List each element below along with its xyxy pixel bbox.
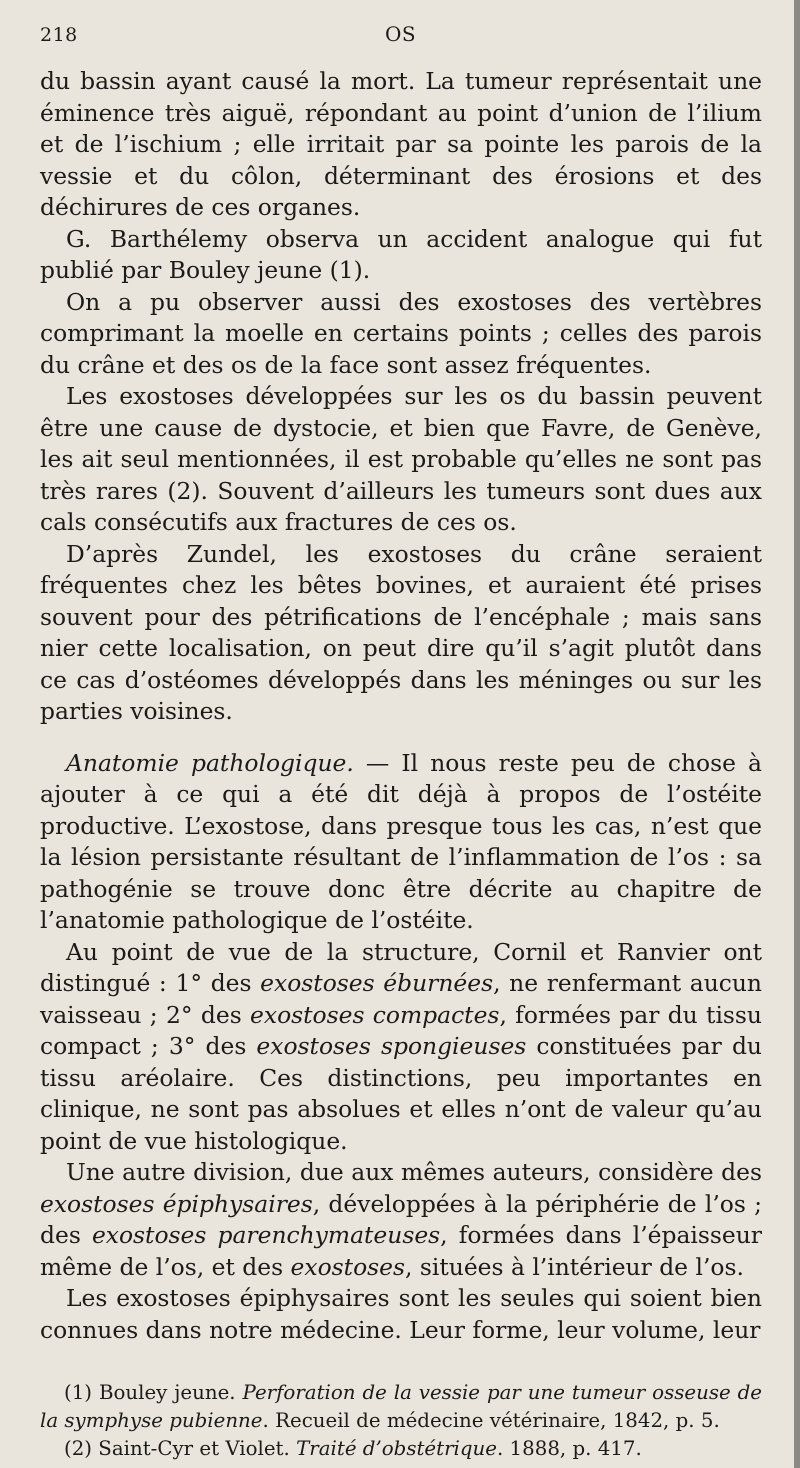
text-run: du bassin ayant causé la mort. La tumeur représentait une éminence très aiguë, répondant au point d’union de l’ilium et de l’ischium ; elle irritait par sa pointe les parois de la vessie et du côlon, déterminant des érosions et des déchirures de ces organes. bbox=[40, 67, 762, 221]
italic-text: exostoses compactes bbox=[250, 1000, 500, 1029]
italic-text: exostoses éburnées bbox=[260, 969, 494, 997]
text-run: Une autre division, due aux mêmes auteurs, considère des bbox=[66, 1158, 762, 1186]
text-run: . Recueil de médecine vétérinaire, 1842, p. 5. bbox=[262, 1409, 720, 1432]
page-header bbox=[40, 22, 762, 66]
paragraph bbox=[40, 1283, 762, 1346]
text-run: On a pu observer aussi des exostoses des vertèbres comprimant la moelle en certains points ; celles des parois du crâne et des os de la face sont assez fréquentes. bbox=[40, 287, 762, 379]
text-run: Les exostoses développées sur les os du bassin peuvent être une cause de dystocie, et bien que Favre, de Genève, les ait seul mentionnées, il est probable qu’elles ne sont pas très rares (2). Souvent d’ailleurs les tumeurs sont dues aux cals consécutifs aux fractures de ces os. bbox=[40, 382, 762, 536]
text-run: (2) Saint-Cyr et Violet. bbox=[64, 1437, 297, 1460]
italic-text: exostoses parenchymateuses bbox=[91, 1221, 441, 1249]
paragraph bbox=[40, 748, 762, 937]
text-run: Au point de vue de la structure, Cornil et Ranvier ont distingué : 1° des bbox=[40, 937, 762, 997]
italic-text: exostoses spongieuses bbox=[256, 1032, 527, 1060]
text-run: , développées à la périphérie de l’os ; des bbox=[40, 1189, 762, 1249]
text-run: (1) Bouley jeune. bbox=[64, 1381, 243, 1404]
italic-text: exostoses bbox=[290, 1252, 405, 1281]
italic-text: Anatomie pathologique. bbox=[66, 748, 354, 777]
text-run: , ne renfermant aucun vaisseau ; 2° des bbox=[40, 969, 762, 1029]
italic-text: Perforation de la vessie par une tumeur osseuse de la symphyse pubienne bbox=[40, 1381, 762, 1432]
footnotes bbox=[40, 1379, 762, 1463]
text-run: D’après Zundel, les exostoses du crâne seraient fréquentes chez les bêtes bovines, et auraient été prises souvent pour des pétrifications de l’encéphale ; mais sans nier cette localisation, on peut dire qu’il s’agit plutôt dans ce cas d’ostéomes développés dans les méninges ou sur les parties voisines. bbox=[40, 539, 762, 725]
page-number: 218 bbox=[40, 24, 78, 46]
text-run: constituées par du tissu aréolaire. Ces distinctions, peu importantes en clinique, ne sont pas absolues et elles n’ont de valeur qu’au point de vue histologique. bbox=[40, 1032, 762, 1155]
page-edge-shadow bbox=[794, 0, 800, 1468]
paragraph bbox=[40, 1157, 762, 1283]
text-run: , situées à l’intérieur de l’os. bbox=[405, 1252, 744, 1281]
footnote bbox=[40, 1379, 762, 1435]
footnote bbox=[40, 1435, 762, 1463]
paragraph bbox=[40, 539, 762, 728]
text-run: . 1888, p. 417. bbox=[496, 1437, 642, 1460]
italic-text: exostoses épiphysaires bbox=[40, 1189, 313, 1218]
paragraph bbox=[40, 66, 762, 224]
text-run: , formées dans l’épaisseur même de l’os, et des bbox=[40, 1221, 762, 1281]
paragraph bbox=[40, 381, 762, 539]
text-run: , formées par du tissu compact ; 3° des bbox=[40, 1000, 763, 1060]
italic-text: Traité d’obstétrique bbox=[296, 1437, 497, 1460]
paragraph bbox=[40, 937, 762, 1158]
body-text bbox=[40, 66, 762, 1346]
paragraph bbox=[40, 224, 762, 287]
paragraph bbox=[40, 287, 762, 382]
text-run: Les exostoses épiphysaires sont les seules qui soient bien connues dans notre médecine. Leur forme, leur volume, leur bbox=[40, 1284, 762, 1344]
text-run: G. Barthélemy observa un accident analogue qui fut publié par Bouley jeune (1). bbox=[40, 224, 762, 284]
running-head: OS bbox=[385, 22, 417, 46]
text-run: — Il nous reste peu de chose à ajouter à ce qui a été dit déjà à propos de l’ostéite productive. L’exostose, dans presque tous les cas, n’est que la lésion persistante résultant de l’inflammation de l’os : sa pathogénie se trouve donc être décrite au chapitre de l’anatomie pathologique de l’ostéite. bbox=[40, 748, 762, 934]
